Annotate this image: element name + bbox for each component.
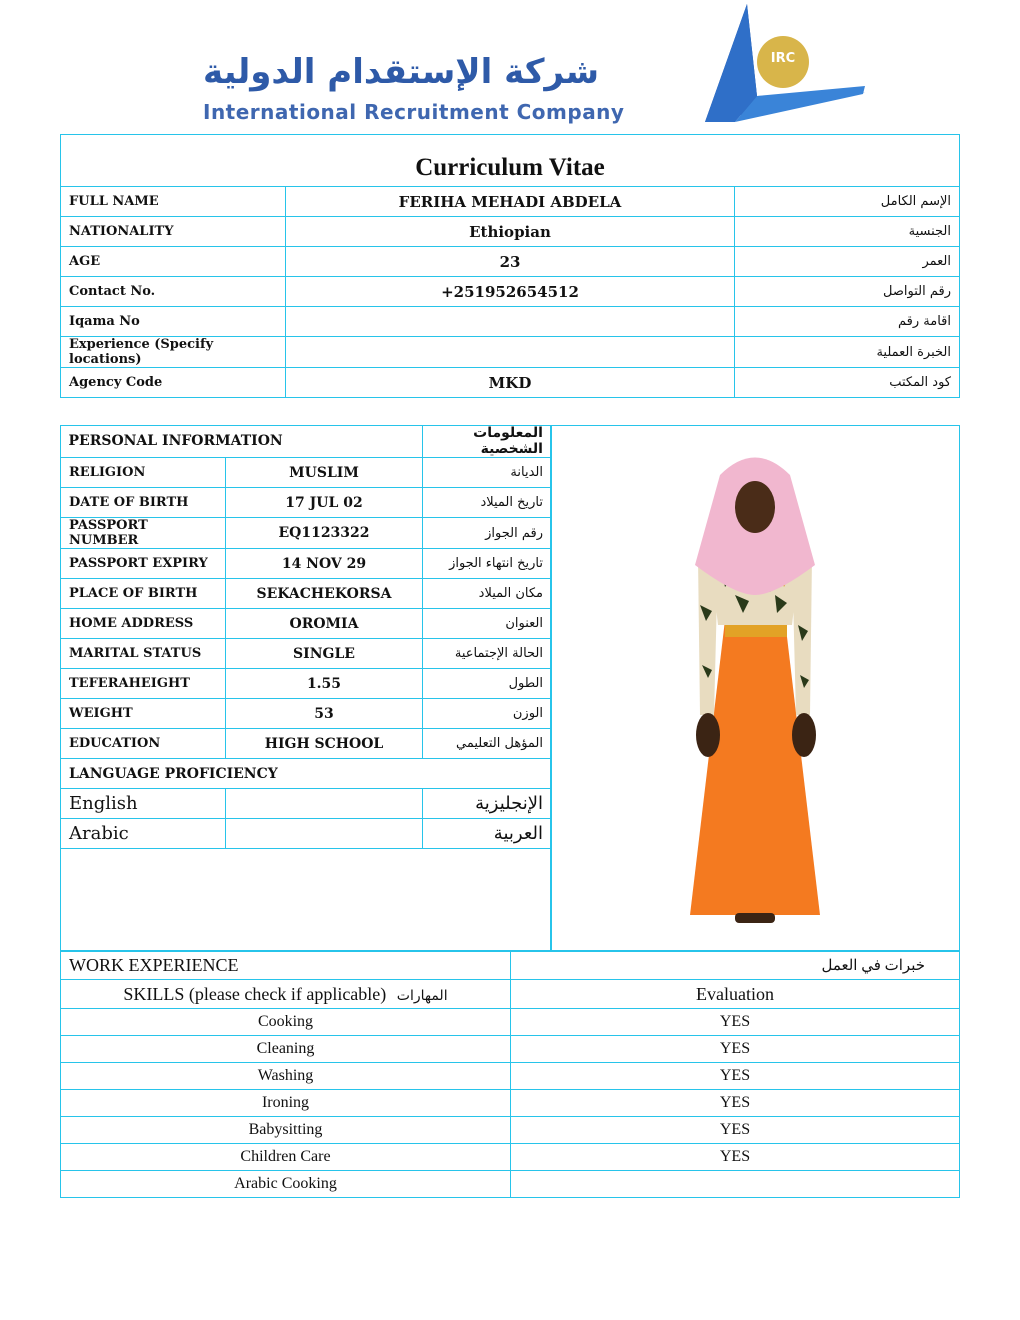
company-logo xyxy=(195,4,875,130)
personal-row xyxy=(61,488,552,518)
skill-name: Cleaning xyxy=(61,1036,511,1063)
cv-row xyxy=(61,368,960,398)
cv-value: 23 xyxy=(286,247,735,277)
cv-label: Contact No. xyxy=(61,277,286,307)
skill-name: Babysitting xyxy=(61,1117,511,1144)
skills-header-arabic: المهارات xyxy=(396,987,448,1004)
cv-value xyxy=(286,307,735,337)
logo-arabic-name: شركة الإستقدام الدولية xyxy=(203,52,600,92)
skill-row xyxy=(61,1117,960,1144)
personal-info-heading-arabic: المعلومات الشخصية xyxy=(423,425,552,458)
personal-value: MUSLIM xyxy=(226,458,423,488)
language-value xyxy=(226,789,423,819)
work-experience-table xyxy=(60,950,960,1198)
personal-row xyxy=(61,669,552,699)
personal-label: PASSPORT NUMBER xyxy=(61,518,226,549)
language-proficiency-heading: LANGUAGE PROFICIENCY xyxy=(61,759,552,789)
skill-row xyxy=(61,1036,960,1063)
skill-evaluation: YES xyxy=(511,1036,960,1063)
language-label: English xyxy=(61,789,226,819)
skill-evaluation xyxy=(511,1171,960,1198)
cv-label-arabic: رقم التواصل xyxy=(735,277,960,307)
personal-label-arabic: رقم الجواز xyxy=(423,518,552,549)
skill-evaluation: YES xyxy=(511,1090,960,1117)
personal-label: HOME ADDRESS xyxy=(61,609,226,639)
skill-name: Cooking xyxy=(61,1009,511,1036)
evaluation-header: Evaluation xyxy=(511,980,960,1009)
language-value xyxy=(226,819,423,849)
cv-value: Ethiopian xyxy=(286,217,735,247)
cv-row xyxy=(61,277,960,307)
work-experience-heading-arabic: خبرات في العمل xyxy=(511,951,960,980)
personal-value: 14 NOV 29 xyxy=(226,549,423,579)
skills-header-cell xyxy=(61,980,511,1009)
personal-value: SEKACHEKORSA xyxy=(226,579,423,609)
cv-row xyxy=(61,217,960,247)
skill-evaluation: YES xyxy=(511,1009,960,1036)
work-experience-heading: WORK EXPERIENCE xyxy=(61,951,511,980)
cv-value: FERIHA MEHADI ABDELA xyxy=(286,187,735,217)
cv-summary-table xyxy=(60,134,960,398)
skill-name: Children Care xyxy=(61,1144,511,1171)
personal-value: 53 xyxy=(226,699,423,729)
personal-label: EDUCATION xyxy=(61,729,226,759)
personal-label-arabic: الحالة الإجتماعية xyxy=(423,639,552,669)
skill-evaluation: YES xyxy=(511,1117,960,1144)
personal-label-arabic: مكان الميلاد xyxy=(423,579,552,609)
personal-row xyxy=(61,579,552,609)
skills-header: SKILLS (please check if applicable) xyxy=(123,983,387,1004)
cv-label: FULL NAME xyxy=(61,187,286,217)
personal-value: SINGLE xyxy=(226,639,423,669)
language-row xyxy=(61,789,552,819)
cv-value: +251952654512 xyxy=(286,277,735,307)
skill-name: Washing xyxy=(61,1063,511,1090)
skill-row xyxy=(61,1144,960,1171)
personal-row xyxy=(61,518,552,549)
candidate-photo xyxy=(680,445,830,935)
language-label-arabic: العربية xyxy=(423,819,552,849)
cv-label: Iqama No xyxy=(61,307,286,337)
personal-value: 17 JUL 02 xyxy=(226,488,423,518)
cv-value xyxy=(286,337,735,368)
personal-label-arabic: الديانة xyxy=(423,458,552,488)
personal-label: PASSPORT EXPIRY xyxy=(61,549,226,579)
logo-english-name: International Recruitment Company xyxy=(203,100,625,124)
skill-row xyxy=(61,1090,960,1117)
personal-value: OROMIA xyxy=(226,609,423,639)
personal-label-arabic: الوزن xyxy=(423,699,552,729)
skill-name: Arabic Cooking xyxy=(61,1171,511,1198)
personal-label-arabic: المؤهل التعليمي xyxy=(423,729,552,759)
cv-label: Experience (Specify locations) xyxy=(61,337,286,368)
personal-label: RELIGION xyxy=(61,458,226,488)
language-label: Arabic xyxy=(61,819,226,849)
personal-value: 1.55 xyxy=(226,669,423,699)
cv-label: NATIONALITY xyxy=(61,217,286,247)
personal-label: TEFERAHEIGHT xyxy=(61,669,226,699)
personal-row xyxy=(61,609,552,639)
cv-row xyxy=(61,307,960,337)
personal-label-arabic: الطول xyxy=(423,669,552,699)
personal-label: WEIGHT xyxy=(61,699,226,729)
cv-value: MKD xyxy=(286,368,735,398)
personal-row xyxy=(61,729,552,759)
cv-label-arabic: كود المكتب xyxy=(735,368,960,398)
personal-label-arabic: تاريخ انتهاء الجواز xyxy=(423,549,552,579)
cv-label: Agency Code xyxy=(61,368,286,398)
skill-row xyxy=(61,1063,960,1090)
personal-row xyxy=(61,458,552,488)
logo-mark-text: IRC xyxy=(770,51,796,66)
personal-info-heading: PERSONAL INFORMATION xyxy=(61,425,423,458)
cv-row xyxy=(61,247,960,277)
personal-label: MARITAL STATUS xyxy=(61,639,226,669)
personal-row xyxy=(61,699,552,729)
cv-label-arabic: الإسم الكامل xyxy=(735,187,960,217)
skill-row xyxy=(61,1171,960,1198)
skill-name: Ironing xyxy=(61,1090,511,1117)
skill-evaluation: YES xyxy=(511,1063,960,1090)
personal-row xyxy=(61,549,552,579)
skill-evaluation: YES xyxy=(511,1144,960,1171)
cv-row xyxy=(61,337,960,368)
cv-label-arabic: الجنسية xyxy=(735,217,960,247)
cv-label-arabic: العمر xyxy=(735,247,960,277)
personal-row xyxy=(61,639,552,669)
personal-value: HIGH SCHOOL xyxy=(226,729,423,759)
language-label-arabic: الإنجليزية xyxy=(423,789,552,819)
cv-title: Curriculum Vitae xyxy=(61,135,960,187)
personal-label-arabic: تاريخ الميلاد xyxy=(423,488,552,518)
cv-label-arabic: اقامة رقم xyxy=(735,307,960,337)
language-row xyxy=(61,819,552,849)
cv-row xyxy=(61,187,960,217)
logo-mark-icon xyxy=(695,4,870,126)
personal-value: EQ1123322 xyxy=(226,518,423,549)
personal-info-table xyxy=(60,425,552,849)
skill-row xyxy=(61,1009,960,1036)
cv-label-arabic: الخبرة العملية xyxy=(735,337,960,368)
personal-label-arabic: العنوان xyxy=(423,609,552,639)
personal-label: DATE OF BIRTH xyxy=(61,488,226,518)
personal-label: PLACE OF BIRTH xyxy=(61,579,226,609)
cv-label: AGE xyxy=(61,247,286,277)
